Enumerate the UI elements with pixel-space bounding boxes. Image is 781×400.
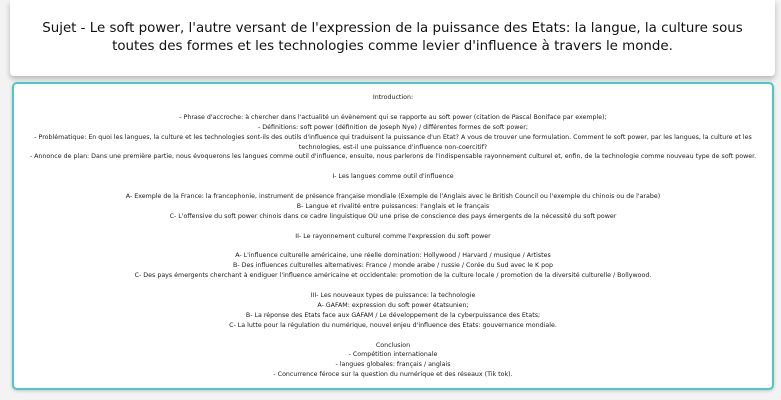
part1-heading: I- Les langues comme outil d'influence bbox=[332, 173, 454, 181]
part3-heading: III- Les nouveaux types de puissance: la technologie bbox=[310, 292, 476, 300]
part3-line: A- GAFAM: expression du soft power étatsunien; bbox=[317, 301, 469, 309]
spacer bbox=[18, 162, 768, 172]
spacer bbox=[18, 331, 768, 341]
outline-text bbox=[18, 93, 768, 380]
part1-line: C- L'offensive du soft power chinois dans ce cadre linguistique OU une prise de conscience des pays émergents de la nécessité du soft power bbox=[169, 212, 617, 220]
intro-line: - Annonce de plan: Dans une première partie, nous évoquerons les langues comme outil d'influence, ensuite, nous parlerons de l'indispensable rayonnement culturel et, enfin, de la technologie comme nouveau type de soft power. bbox=[29, 153, 757, 161]
conclusion-line: - Concurrence féroce sur la question du numérique et des réseaux (Tik tok). bbox=[273, 371, 513, 379]
spacer bbox=[18, 242, 768, 252]
conclusion-heading: Conclusion bbox=[375, 341, 411, 349]
part2-line: B- Des influences culturelles alternatives: France / monde arabe / russie / Corée du Sud avec le K pop bbox=[233, 262, 553, 270]
part2-line: C- Des pays émergents cherchant à endiguer l'influence américaine et occidentale: promotion de la culture locale / promotion de la diversité culturelle / Bollywood. bbox=[134, 272, 652, 280]
part2-line: A- L'influence culturelle américaine, une réelle domination: Hollywood / Harvard / musique / Artistes bbox=[235, 252, 551, 260]
conclusion-line: - langues globales: français / anglais bbox=[335, 361, 451, 369]
spacer bbox=[18, 182, 768, 192]
subject-header bbox=[10, 0, 775, 76]
part1-line: B- Langue et rivalité entre puissances: l'anglais et le français bbox=[296, 202, 490, 210]
introduction-heading: Introduction: bbox=[372, 94, 414, 101]
spacer bbox=[18, 222, 768, 232]
part2-heading: II- Le rayonnement culturel comme l'expression du soft power bbox=[295, 232, 491, 240]
part3-line: B- La réponse des Etats face aux GAFAM / Le développement de la cyberpuissance des Etats; bbox=[245, 311, 541, 319]
spacer bbox=[18, 103, 768, 113]
outline-card bbox=[12, 82, 774, 390]
conclusion-line: - Compétition internationale bbox=[348, 351, 438, 359]
intro-line: - Problématique: En quoi les langues, la culture et les technologies sont-ils des outils d'influence qui traduisent la puissance d'un Etat? A vous de trouver une formulation. Comment le soft power, par les langues, la culture et les technologies, est-il une puissance d'influence non-coercitif? bbox=[34, 133, 752, 151]
part1-line: A- Exemple de la France: la francophonie, instrument de présence française mondiale (Exemple de l'Anglais avec le British Council ou l'exemple du chinois ou de l'arabe) bbox=[125, 193, 661, 201]
intro-line: - Phrase d'accroche: à chercher dans l'actualité un évènement qui se rapporte au soft power (citation de Pascal Boniface par exemple); bbox=[179, 113, 607, 121]
spacer bbox=[18, 281, 768, 291]
subject-title: Sujet - Le soft power, l'autre versant de l'expression de la puissance des Etats: la langue, la culture sous toutes des formes et les technologies comme levier d'influence à travers le monde. bbox=[42, 21, 743, 54]
part3-line: C- La lutte pour la régulation du numérique, nouvel enjeu d'influence des Etats: gouvernance mondiale. bbox=[229, 321, 557, 329]
intro-line: - Définitions: soft power (définition de Joseph Nye) / différentes formes de soft power; bbox=[258, 123, 528, 131]
